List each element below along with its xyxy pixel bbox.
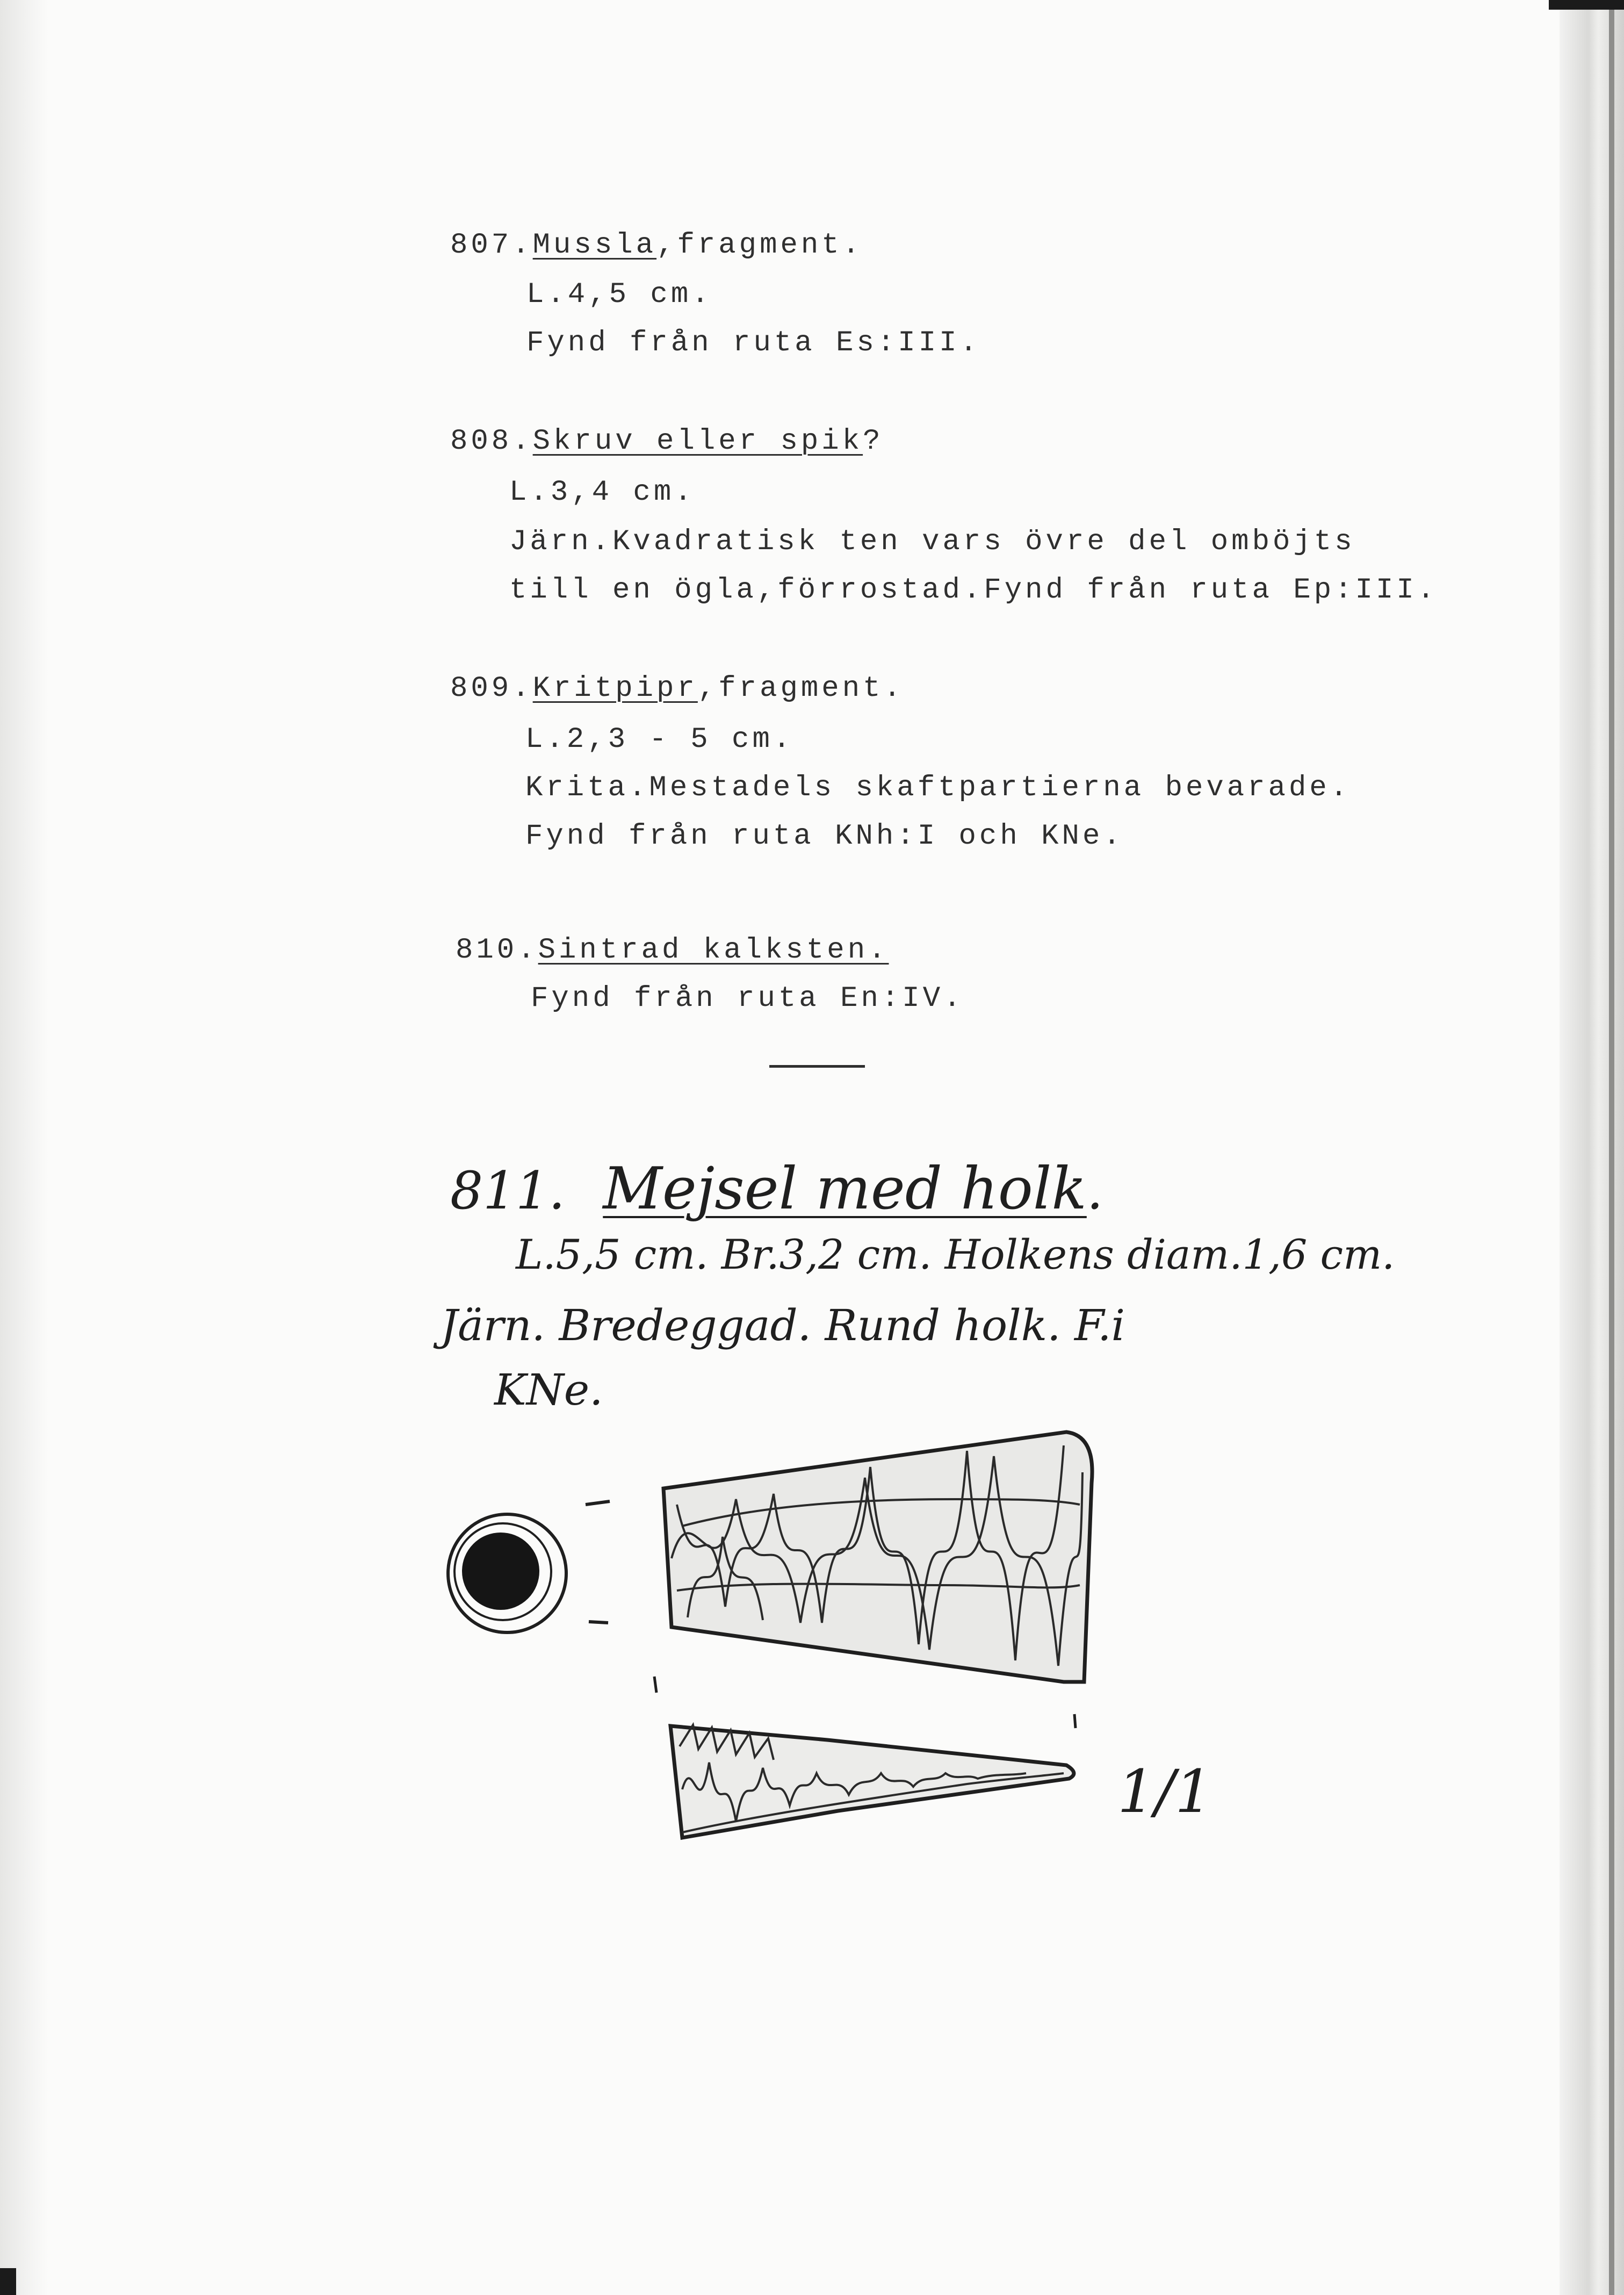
handwritten-line: L.5,5 cm. Br.3,2 cm. Holkens diam.1,6 cm. [516,1231,1395,1278]
entry-title-suffix: ,fragment. [656,229,863,262]
handwritten-line: KNe. [494,1365,603,1415]
entry-line: L.4,5 cm. [526,278,712,311]
entry-title: Mussla [532,229,657,262]
entry-line: Järn.Kvadratisk ten vars övre del omböjts [509,526,1355,558]
chisel-side-view-drawing [670,1725,1074,1838]
entry-line: L.3,4 cm. [509,476,695,509]
entry-line: L.2,3 - 5 cm. [525,723,794,756]
scale-label: 1/1 [1117,1757,1213,1826]
entry-title-suffix: ? [863,425,884,458]
handwritten-title: Mejsel med holk [603,1155,1087,1222]
entry-number: 809 [450,672,513,705]
entry-heading: 810.Sintrad kalksten. [456,934,889,967]
entry-number: 807 [450,229,513,262]
handwritten-line: Järn. Bredeggad. Rund holk. F.i [441,1300,1125,1350]
handwritten-title-suffix: . [1086,1161,1103,1221]
entry-number: 808 [450,425,513,458]
entry-heading: 809.Kritpipr,fragment. [450,672,904,705]
chisel-top-view-drawing [663,1432,1092,1682]
entry-line: till en ögla,förrostad.Fynd från ruta Ep:III. [509,574,1438,607]
entry-line: Krita.Mestadels skaftpartierna bevarade. [525,772,1351,804]
entry-number: 810 [456,934,518,967]
handwritten-number: 811. [450,1161,565,1221]
socket-end-view-drawing [448,1501,610,1632]
entry-heading: 807.Mussla,fragment. [450,229,863,262]
entry-title: Sintrad kalksten. [538,934,889,967]
entry-title: Kritpipr [532,672,698,705]
entry-line: Fynd från ruta KNh:I och KNe. [525,820,1124,853]
entry-line: Fynd från ruta En:IV. [531,982,964,1015]
entry-line: Fynd från ruta Es:III. [526,327,980,359]
entry-title-suffix: ,fragment. [697,672,904,705]
entry-title: Skruv eller spik [532,425,863,458]
entry-heading: 808.Skruv eller spik? [450,425,884,458]
